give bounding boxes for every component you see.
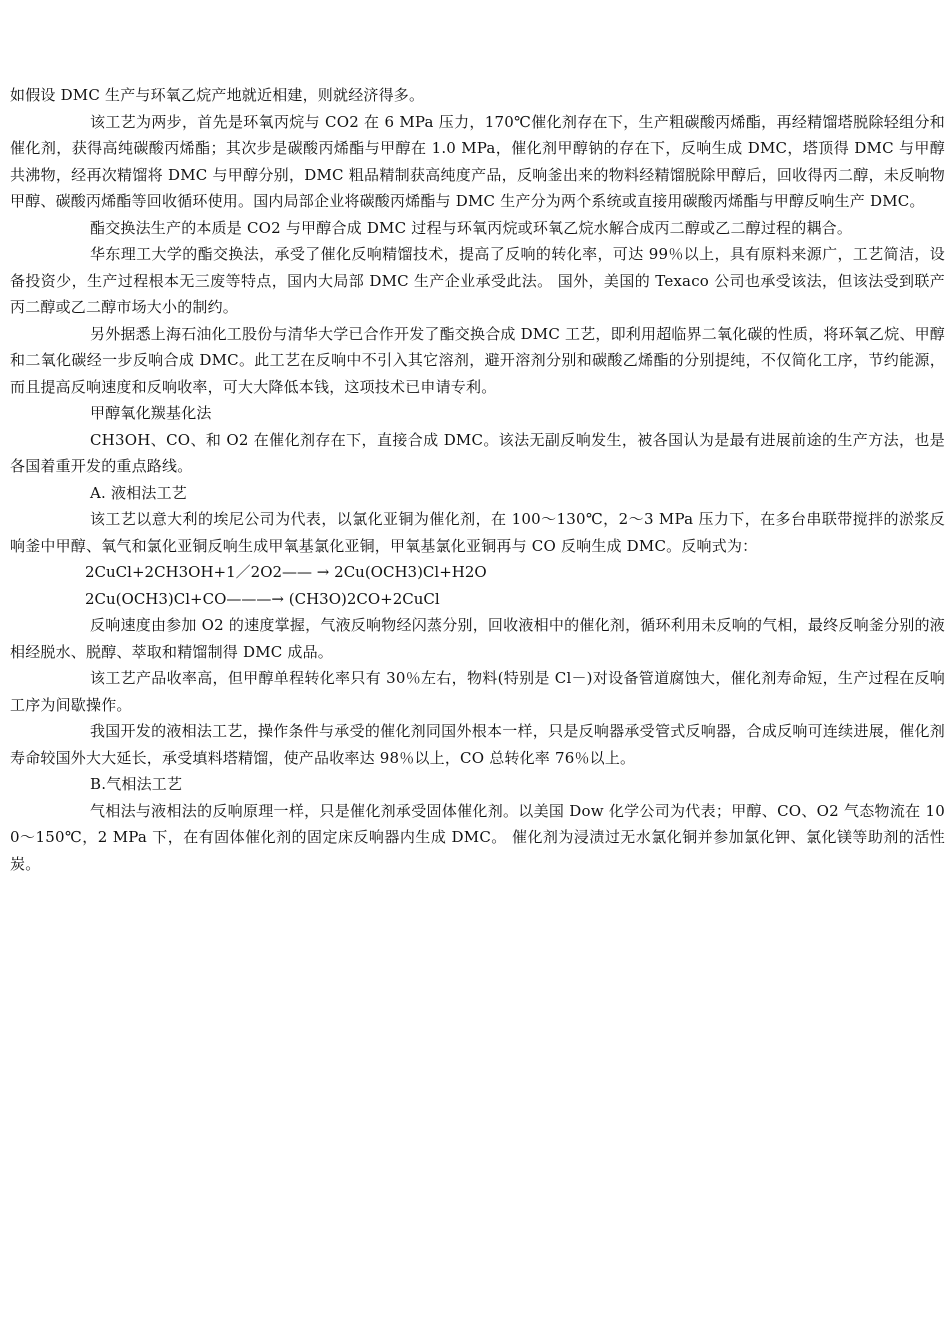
- heading-liquid-phase: A. 液相法工艺: [90, 483, 187, 502]
- paragraph-intro: 如假设 DMC 生产与环氧乙烷产地就近相建，则就经济得多。: [10, 86, 425, 104]
- document-page: [10, 82, 945, 877]
- paragraph-direct-synthesis: CH3OH、CO、和 O2 在催化剂存在下，直接合成 DMC。该法无副反响发生，被各国认为是最有进展前途的生产方法，也是各国着重开发的重点路线。: [10, 430, 945, 475]
- paragraph-ecust-method: 华东理工大学的酯交换法，承受了催化反响精馏技术，提高了反响的转化率，可达 99％以上，具有原料来源广，工艺简洁，设备投资少，生产过程根本无三废等特点，国内大局部 DMC 生产企业承受此法。 国外，美国的 Texaco 公司也承受该法，但该法受到联产丙二醇或乙二醇市场大小的制约。: [10, 245, 945, 316]
- paragraph-transesterification-essence: 酯交换法生产的本质是 CO2 与甲醇合成 DMC 过程与环氧丙烷或环氧乙烷水解合成丙二醇或乙二醇过程的耦合。: [90, 218, 853, 237]
- heading-oxidative-carbonylation: 甲醇氧化羰基化法: [90, 404, 212, 422]
- equation-2: 2Cu(OCH3)Cl+CO———→ (CH3O)2CO+2CuCl: [85, 589, 440, 608]
- paragraph-shanghai-petrochem: 另外据悉上海石油化工股份与清华大学已合作开发了酯交换合成 DMC 工艺，即利用超临界二氧化碳的性质，将环氧乙烷、甲醇和二氧化碳经一步反响合成 DMC。此工艺在反响中不引入其它溶剂，避开溶剂分别和碳酸乙烯酯的分别提纯，不仅简化工序，节约能源，而且提高反响速度和反响收率，可大大降低本钱，这项技术已申请专利。: [10, 324, 946, 396]
- paragraph-yield-corrosion: 该工艺产品收率高，但甲醇单程转化率只有 30％左右，物料(特别是 Cl－)对设备管道腐蚀大，催化剂寿命短，生产过程在反响工序为间歇操作。: [10, 669, 945, 714]
- paragraph-domestic-liquid-phase: 我国开发的液相法工艺，操作条件与承受的催化剂同国外根本一样，只是反响器承受管式反响器，合成反响可连续进展，催化剂寿命较国外大大延长，承受填料塔精馏，使产品收率达 98％以上，CO 总转化率 76％以上。: [10, 722, 945, 767]
- paragraph-reaction-rate: 反响速度由参加 O2 的速度掌握，气液反响物经闪蒸分别，回收液相中的催化剂，循环利用未反响的气相，最终反响釜分别的液相经脱水、脱醇、萃取和精馏制得 DMC 成品。: [10, 616, 945, 661]
- paragraph-gas-phase-process: 气相法与液相法的反响原理一样，只是催化剂承受固体催化剂。以美国 Dow 化学公司为代表；甲醇、CO、O2 气态物流在 100～150℃，2 MPa 下，在有固体催化剂的固定床反响器内生成 DMC。 催化剂为浸渍过无水氯化铜并参加氯化钾、氯化镁等助剂的活性炭。: [10, 801, 945, 873]
- equation-1: 2CuCl+2CH3OH+1／2O2—— → 2Cu(OCH3)Cl+H2O: [85, 563, 487, 581]
- paragraph-liquid-phase-process: 该工艺以意大利的埃尼公司为代表，以氯化亚铜为催化剂，在 100～130℃，2～3 MPa 压力下，在多台串联带搅拌的淤浆反响釜中甲醇、氧气和氯化亚铜反响生成甲氧基氯化亚铜，甲氧基氯化亚铜再与 CO 反响生成 DMC。反响式为：: [10, 510, 945, 555]
- paragraph-two-step-process: 该工艺为两步，首先是环氧丙烷与 CO2 在 6 MPa 压力，170℃催化剂存在下，生产粗碳酸丙烯酯，再经精馏塔脱除轻组分和催化剂，获得高纯碳酸丙烯酯；其次步是碳酸丙烯酯与甲醇在 1.0 MPa，催化剂甲醇钠的存在下，反响生成 DMC，塔顶得 DMC 与甲醇共沸物，经再次精馏将 DMC 与甲醇分别，DMC 粗品精制获高纯度产品，反响釜出来的物料经精馏脱除甲醇后，回收得丙二醇，未反响物甲醇、碳酸丙烯酯等回收循环使用。国内局部企业将碳酸丙烯酯与 DMC 生产分为两个系统或直接用碳酸丙烯酯与甲醇反响生产 DMC。: [10, 112, 945, 210]
- heading-gas-phase: B.气相法工艺: [90, 775, 183, 793]
